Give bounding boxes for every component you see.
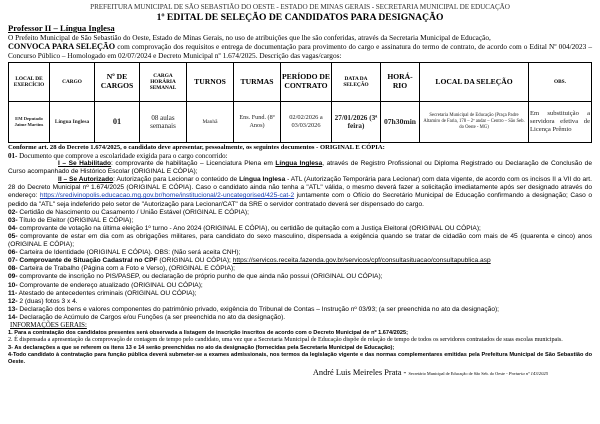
col-carga-horaria: CARGA HORÁRIA SEMANAL <box>140 63 187 102</box>
doc-autorizado <box>8 176 592 208</box>
doc-item-text: (ORIGINAL OU CÓPIA); <box>157 257 233 265</box>
doc-item-13 <box>8 306 592 314</box>
doc-item-text: Certidão de Nascimento ou Casamento / União Estável (ORIGINAL E CÓPIA); <box>17 208 249 216</box>
autorizado-text-2: - ATL (Autorização Temporária para Lecionar) com data vigente, de acordo com os incisos II a VII do art. 28 do Decreto Municipal nº 1.674/2025 (ORIGINAL E CÓPIA). Caso o candidato ainda não tenha a "ATL" válida, o mesmo deverá fazer a solicitação imediatamente após ser designado através do endereço: <box>8 176 592 200</box>
intro-paragraph <box>8 33 592 60</box>
cell-local-selecao: Secretaria Municipal de Educação (Praça Padre Altamiro de Faria, 178 – 2º andar – Centro – São Seb. do Oeste - MG) <box>420 102 529 143</box>
doc-habilitado <box>8 160 592 176</box>
signer-name: André Luis Meireles Prata <box>312 368 402 378</box>
cell-local-exercicio: EM Deputado Jaime Martins <box>9 102 50 143</box>
col-obs: OBS. <box>529 63 592 102</box>
col-turmas: TURMAS <box>234 63 281 102</box>
intro-part1: O Prefeito Municipal de São Sebastião do Oeste, Estado de Minas Gerais, no uso de atribuições que lhe são conferidas, através da Secretaria Municipal de Educação, <box>8 33 491 42</box>
cell-carga-horaria: 08 aulas semanais <box>140 102 187 143</box>
doc-item-number: 14- <box>8 313 18 321</box>
doc-item-text: Atestado de antecedentes criminais (ORIGINAL OU CÓPIA); <box>17 289 197 297</box>
doc-item-text: comprovante de votação na última eleição 1º turno - Ano 2024 (ORIGINAL E CÓPIA), ou certidão de quitação com a Justiça Eleitoral (ORIGINAL OU CÓPIA); <box>17 224 481 232</box>
cell-turnos: Manhã <box>187 102 234 143</box>
doc-item-number: 13- <box>8 305 18 313</box>
doc-item-09 <box>8 273 592 281</box>
doc-item-text: Declaração dos bens e valores componentes do patrimônio privado, exigência do Tribunal de Contas – Instrução nº 03/93; (a ser preenchida no ato da designação); <box>17 305 500 313</box>
autorizado-text: : Autorização para Lecionar o conteúdo de <box>113 176 240 184</box>
col-num-cargos: Nº DE CARGOS <box>95 63 140 102</box>
signature-separator: - <box>401 368 409 378</box>
table-row <box>9 102 592 143</box>
info-item-4: 4-Todo candidato à contratação para função pública deverá submeter-se a exames admissionais, nos termos da legislação vigente e das normas complementares emitidas pela Prefeitura Municipal de São Sebastião do Oeste. <box>8 351 592 366</box>
doc-item-number: 03- <box>8 216 18 224</box>
vacancy-table <box>8 62 592 143</box>
doc-item-14 <box>8 314 592 322</box>
doc-item-02 <box>8 209 592 217</box>
cell-turmas: Ens. Fund. (8º Anos) <box>234 102 281 143</box>
doc-item-text: Carteira de Identidade (ORIGINAL E CÓPIA). OBS: (Não será aceita CNH); <box>17 249 241 257</box>
info-item-3: 3- As declarações a que se referem os itens 13 e 14 serão preenchidas no ato da designação (fornecidas pela Secretaria Municipal de Educação); <box>8 344 395 351</box>
autorizado-subject: Língua Inglesa <box>239 176 286 184</box>
doc-item-text: 2 (duas) fotos 3 x 4. <box>17 297 78 305</box>
doc-item-05 <box>8 233 592 249</box>
cell-data-selecao: 27/01/2026 (3ª feira) <box>332 102 381 143</box>
habilitado-text-2: , através de Registro Profissional ou Diploma Registrado ou Declaração de Conclusão de Curso acompanhado de Histórico Escolar (ORIGINAL E CÓPIA); <box>8 160 592 176</box>
doc-item-text: Título de Eleitor (ORIGINAL E CÓPIA); <box>17 216 134 224</box>
doc-item-04 <box>8 225 592 233</box>
doc-item-03 <box>8 217 592 225</box>
doc-item-01 <box>8 152 592 160</box>
doc-item-number: 10- <box>8 281 18 289</box>
autorizado-text-3: juntamente com o Ofício do Secretário Municipal de Educação confirmando a designação; Caso o pedido da "ATL" seja indeferido pelo setor de "Autorização para Lecionar/CAT" da SRE o servidor contratado deverá ser dispensado do cargo. <box>8 192 592 208</box>
col-periodo: PERÍODO DE CONTRATO <box>281 63 332 102</box>
col-turnos: TURNOS <box>187 63 234 102</box>
cell-horario: 07h30min <box>381 102 420 143</box>
doc-item-number: 09- <box>8 273 18 281</box>
col-local-exercicio: LOCAL DE EXERCÍCIO <box>9 63 50 102</box>
habilitado-label: I – Se Habilitado <box>58 160 112 168</box>
doc-item-11 <box>8 290 592 298</box>
col-local-selecao: LOCAL DA SELEÇÃO <box>420 63 529 102</box>
table-header-row <box>9 63 592 102</box>
signer-portaria: - Portaria nº 143/2025 <box>504 371 548 377</box>
intro-part2: com comprovação dos requisitos e entrega de documentação para provimento do cargo e assinatura do termo de contrato, de acordo com o Edital Nº 004/2023 – Concurso Público – Homologado em 02/07/2024 e Decreto Municipal nº 1.674/2025. Descrição das vagas/cargos: <box>8 42 592 60</box>
doc-item-number: 01- <box>8 152 18 160</box>
col-horario: HORÁ-RIO <box>381 63 420 102</box>
doc-item-text: comprovante de inscrição no PIS/PASEP, ou declaração de próprio punho de que ainda não possui (ORIGINAL OU CÓPIA); <box>17 273 383 281</box>
habilitado-text: : comprovante de habilitação – Licenciatura Plena em <box>111 160 276 168</box>
doc-item-text: Declaração de Acúmulo de Cargos e/ou Funções (a ser preenchida no ato da designação). <box>17 313 286 321</box>
doc-item-number: 04- <box>8 224 18 232</box>
signature <box>8 368 592 379</box>
col-cargo: CARGO <box>50 63 95 102</box>
col-data-selecao: DATA DA SELEÇÃO <box>332 63 381 102</box>
doc-item-06 <box>8 249 592 257</box>
signer-title: Secretário Municipal de Educação de São Seb. do Oeste <box>408 371 505 377</box>
conforme-heading: Conforme art. 28 do Decreto 1.674/2025, o candidato deve apresentar, pessoalmente, os seguintes documentos - ORIGINAL E CÓPIA: <box>8 144 385 151</box>
doc-item-text: Comprovante de endereço atualizado (ORIGINAL OU CÓPIA); <box>17 281 203 289</box>
doc-item-number: 08- <box>8 265 18 273</box>
doc-item-number: 11- <box>8 289 18 297</box>
info-item-1: 1. Para a contratação dos candidatos presentes será observada a listagem de inscrição inscritos de acordo com o Decreto Municipal de nº 1.674/2025; <box>8 329 408 336</box>
receita-cpf-link[interactable]: https://servicos.receita.fazenda.gov.br/servicos/cpf/consultasituacao/consultapublica.asp <box>232 257 491 265</box>
doc-item-12 <box>8 298 592 306</box>
habilitado-subject: Língua Inglesa <box>275 160 323 168</box>
sre-atl-link[interactable]: https://sredivinopolis.educacao.mg.gov.br/home/institucional/2-uncategorised/425-cat-2 <box>39 192 295 200</box>
autorizado-label: II – Se Autorizado <box>58 176 114 184</box>
edital-title: 1º EDITAL DE SELEÇÃO DE CANDIDATOS PARA DESIGNAÇÃO <box>156 12 444 23</box>
info-heading: INFORMAÇÕES GERAIS: <box>10 321 87 329</box>
doc-item-text: Documento que comprove a escolaridade exigida para o cargo concorrido: <box>17 152 228 160</box>
role-title: Professor II – Língua Inglesa <box>8 23 115 33</box>
cell-num-cargos: 01 <box>95 102 140 143</box>
cell-obs: Em substituição a servidora efetiva de Licença Prêmio <box>529 102 592 143</box>
cell-cargo: Língua Inglesa <box>50 102 95 143</box>
doc-item-number: 05- <box>8 232 18 240</box>
intro-convoca: CONVOCA PARA SELEÇÃO <box>8 42 116 51</box>
doc-item-number: 12- <box>8 297 18 305</box>
doc-item-number: 02- <box>8 208 18 216</box>
cell-periodo: 02/02/2026 a 03/03/2026 <box>281 102 332 143</box>
doc-item-text: Carteira de Trabalho (Página com a Foto e Verso), (ORIGINAL E CÓPIA); <box>17 265 235 273</box>
doc-item-10 <box>8 282 592 290</box>
institution-header: PREFEITURA MUNICIPAL DE SÃO SEBASTIÃO DO OESTE - ESTADO DE MINAS GERAIS - SECRETARIA MUNICIPAL DE EDUCAÇÃO <box>90 3 510 11</box>
doc-item-number: 06- <box>8 249 18 257</box>
cpf-label: 07- Comprovante de Situação Cadastral no CPF <box>8 257 158 265</box>
info-item-2: 2. É dispensada a apresentação da comprovação de contagem de tempo pelo candidato, uma vez que a Secretaria Municipal de Educação dispõe de relação de tempo de todos os servidores contratados de suas escolas municipais. <box>8 337 563 344</box>
doc-item-text: comprovante de estar em dia com as obrigações militares, para candidato do sexo masculino, dispensada a exigência quando se tratar de cidadão com mais de 45 (quarenta e cinco) anos (ORIGINAL E CÓPIA); <box>8 232 592 249</box>
